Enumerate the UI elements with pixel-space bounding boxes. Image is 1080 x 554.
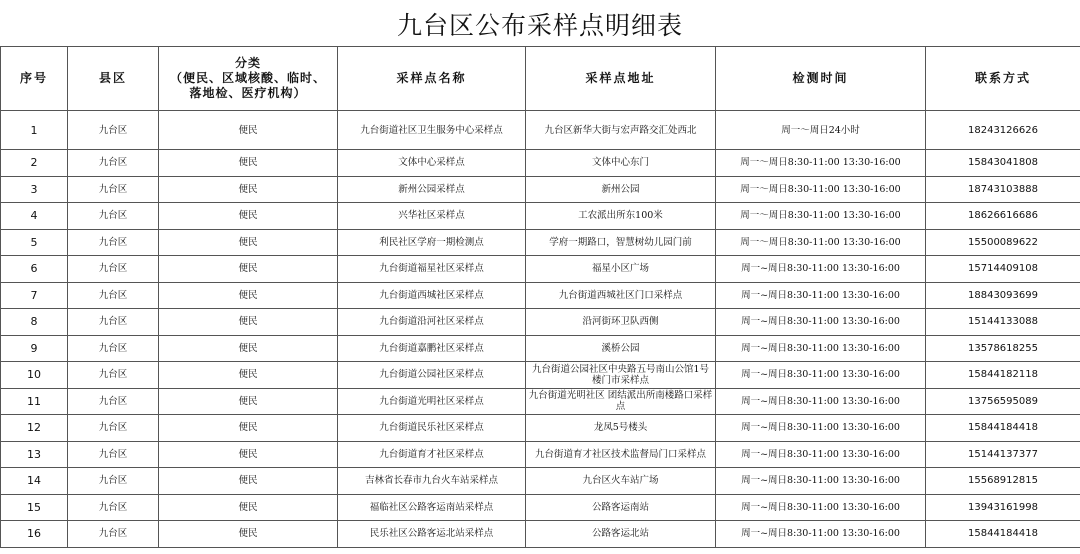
cell-district: 九台区 — [68, 494, 159, 521]
cell-district: 九台区 — [68, 150, 159, 177]
cell-category: 便民 — [159, 362, 338, 389]
cell-site-name: 九台街道沿河社区采样点 — [338, 309, 526, 336]
cell-address: 九台街道西城社区门口采样点 — [526, 282, 716, 309]
cell-address: 沿河街环卫队西侧 — [526, 309, 716, 336]
cell-phone: 18626616686 — [926, 203, 1080, 230]
cell-district: 九台区 — [68, 256, 159, 283]
cell-no: 1 — [1, 111, 68, 150]
cell-site-name: 九台街道福星社区采样点 — [338, 256, 526, 283]
cell-hours: 周一～周日24小时 — [716, 111, 926, 150]
cell-site-name: 文体中心采样点 — [338, 150, 526, 177]
cell-category: 便民 — [159, 415, 338, 442]
cell-hours: 周一~周日8:30-11:00 13:30-16:00 — [716, 282, 926, 309]
cell-hours: 周一～周日8:30-11:00 13:30-16:00 — [716, 150, 926, 177]
cell-district: 九台区 — [68, 335, 159, 362]
cell-no: 8 — [1, 309, 68, 336]
cell-no: 13 — [1, 441, 68, 468]
cell-site-name: 九台街道光明社区采样点 — [338, 388, 526, 415]
cell-no: 16 — [1, 521, 68, 548]
cell-category: 便民 — [159, 229, 338, 256]
cell-category: 便民 — [159, 388, 338, 415]
cell-no: 9 — [1, 335, 68, 362]
header-row — [1, 47, 1080, 111]
cell-site-name: 九台街道民乐社区采样点 — [338, 415, 526, 442]
cell-hours: 周一~周日8:30-11:00 13:30-16:00 — [716, 468, 926, 495]
table-row — [1, 309, 1080, 336]
cell-district: 九台区 — [68, 415, 159, 442]
cell-hours: 周一~周日8:30-11:00 13:30-16:00 — [716, 309, 926, 336]
table-row — [1, 362, 1080, 389]
header-no: 序号 — [1, 47, 68, 111]
cell-site-name: 吉林省长春市九台火车站采样点 — [338, 468, 526, 495]
cell-no: 3 — [1, 176, 68, 203]
cell-hours: 周一～周日8:30-11:00 13:30-16:00 — [716, 203, 926, 230]
table-row — [1, 229, 1080, 256]
cell-address: 福星小区广场 — [526, 256, 716, 283]
cell-site-name: 九台街道育才社区采样点 — [338, 441, 526, 468]
table-row — [1, 176, 1080, 203]
table-row — [1, 203, 1080, 230]
cell-hours: 周一~周日8:30-11:00 13:30-16:00 — [716, 335, 926, 362]
cell-phone: 15844184418 — [926, 521, 1080, 548]
cell-phone: 15500089622 — [926, 229, 1080, 256]
cell-hours: 周一~周日8:30-11:00 13:30-16:00 — [716, 494, 926, 521]
table-row — [1, 494, 1080, 521]
header-district: 县区 — [68, 47, 159, 111]
cell-hours: 周一~周日8:30-11:00 13:30-16:00 — [716, 415, 926, 442]
cell-no: 6 — [1, 256, 68, 283]
cell-district: 九台区 — [68, 229, 159, 256]
cell-category: 便民 — [159, 150, 338, 177]
cell-address: 新州公园 — [526, 176, 716, 203]
cell-category: 便民 — [159, 176, 338, 203]
cell-site-name: 民乐社区公路客运北站采样点 — [338, 521, 526, 548]
cell-phone: 15844182118 — [926, 362, 1080, 389]
cell-category: 便民 — [159, 468, 338, 495]
cell-hours: 周一～周日8:30-11:00 13:30-16:00 — [716, 229, 926, 256]
cell-category: 便民 — [159, 441, 338, 468]
cell-phone: 13943161998 — [926, 494, 1080, 521]
cell-category: 便民 — [159, 111, 338, 150]
cell-address: 溪桥公园 — [526, 335, 716, 362]
table-row — [1, 256, 1080, 283]
cell-no: 15 — [1, 494, 68, 521]
cell-phone: 15714409108 — [926, 256, 1080, 283]
cell-category: 便民 — [159, 521, 338, 548]
cell-hours: 周一~周日8:30-11:00 13:30-16:00 — [716, 441, 926, 468]
cell-district: 九台区 — [68, 362, 159, 389]
cell-address: 九台街道公园社区中央路五号南山公馆1号楼门市采样点 — [526, 362, 716, 389]
cell-no: 10 — [1, 362, 68, 389]
cell-phone: 18743103888 — [926, 176, 1080, 203]
table-row — [1, 150, 1080, 177]
cell-category: 便民 — [159, 203, 338, 230]
cell-address: 龙凤5号楼头 — [526, 415, 716, 442]
cell-phone: 15144137377 — [926, 441, 1080, 468]
cell-no: 14 — [1, 468, 68, 495]
cell-address: 工农派出所东100米 — [526, 203, 716, 230]
cell-address: 公路客运北站 — [526, 521, 716, 548]
cell-category: 便民 — [159, 256, 338, 283]
cell-no: 12 — [1, 415, 68, 442]
cell-district: 九台区 — [68, 441, 159, 468]
table-row — [1, 335, 1080, 362]
cell-district: 九台区 — [68, 521, 159, 548]
cell-phone: 18843093699 — [926, 282, 1080, 309]
cell-district: 九台区 — [68, 203, 159, 230]
table-row — [1, 415, 1080, 442]
cell-no: 5 — [1, 229, 68, 256]
cell-district: 九台区 — [68, 282, 159, 309]
cell-site-name: 福临社区公路客运南站采样点 — [338, 494, 526, 521]
table-row — [1, 111, 1080, 150]
cell-phone: 18243126626 — [926, 111, 1080, 150]
cell-address: 文体中心东门 — [526, 150, 716, 177]
header-contact: 联系方式 — [926, 47, 1080, 111]
cell-hours: 周一~周日8:30-11:00 13:30-16:00 — [716, 256, 926, 283]
cell-no: 2 — [1, 150, 68, 177]
cell-phone: 15568912815 — [926, 468, 1080, 495]
cell-no: 7 — [1, 282, 68, 309]
cell-site-name: 九台街道嘉鹏社区采样点 — [338, 335, 526, 362]
header-address: 采样点地址 — [526, 47, 716, 111]
cell-site-name: 九台街道公园社区采样点 — [338, 362, 526, 389]
cell-district: 九台区 — [68, 388, 159, 415]
cell-site-name: 新州公园采样点 — [338, 176, 526, 203]
cell-category: 便民 — [159, 309, 338, 336]
cell-address: 九台区新华大街与宏声路交汇处西北 — [526, 111, 716, 150]
cell-site-name: 兴华社区采样点 — [338, 203, 526, 230]
sampling-sites-table — [0, 46, 1080, 548]
cell-site-name: 九台街道社区卫生服务中心采样点 — [338, 111, 526, 150]
table-row — [1, 468, 1080, 495]
table-row — [1, 521, 1080, 548]
cell-hours: 周一~周日8:30-11:00 13:30-16:00 — [716, 521, 926, 548]
cell-category: 便民 — [159, 494, 338, 521]
cell-address: 学府一期路口，智慧树幼儿园门前 — [526, 229, 716, 256]
cell-address: 九台区火车站广场 — [526, 468, 716, 495]
cell-category: 便民 — [159, 282, 338, 309]
cell-site-name: 利民社区学府一期检测点 — [338, 229, 526, 256]
cell-site-name: 九台街道西城社区采样点 — [338, 282, 526, 309]
table-row — [1, 282, 1080, 309]
cell-address: 公路客运南站 — [526, 494, 716, 521]
header-category: 分类 （便民、区域核酸、临时、 落地检、医疗机构） — [159, 47, 338, 111]
header-site-name: 采样点名称 — [338, 47, 526, 111]
cell-address: 九台街道育才社区技术监督局门口采样点 — [526, 441, 716, 468]
cell-hours: 周一～周日8:30-11:00 13:30-16:00 — [716, 176, 926, 203]
cell-phone: 15843041808 — [926, 150, 1080, 177]
header-hours: 检测时间 — [716, 47, 926, 111]
cell-district: 九台区 — [68, 309, 159, 336]
cell-phone: 13756595089 — [926, 388, 1080, 415]
table-row — [1, 441, 1080, 468]
cell-phone: 13578618255 — [926, 335, 1080, 362]
cell-address: 九台街道光明社区 团结派出所南楼路口采样点 — [526, 388, 716, 415]
cell-category: 便民 — [159, 335, 338, 362]
page-title: 九台区公布采样点明细表 — [396, 10, 683, 40]
cell-no: 11 — [1, 388, 68, 415]
table-row — [1, 388, 1080, 415]
cell-phone: 15144133088 — [926, 309, 1080, 336]
cell-hours: 周一~周日8:30-11:00 13:30-16:00 — [716, 388, 926, 415]
cell-no: 4 — [1, 203, 68, 230]
cell-district: 九台区 — [68, 468, 159, 495]
cell-phone: 15844184418 — [926, 415, 1080, 442]
cell-district: 九台区 — [68, 176, 159, 203]
cell-district: 九台区 — [68, 111, 159, 150]
cell-hours: 周一~周日8:30-11:00 13:30-16:00 — [716, 362, 926, 389]
